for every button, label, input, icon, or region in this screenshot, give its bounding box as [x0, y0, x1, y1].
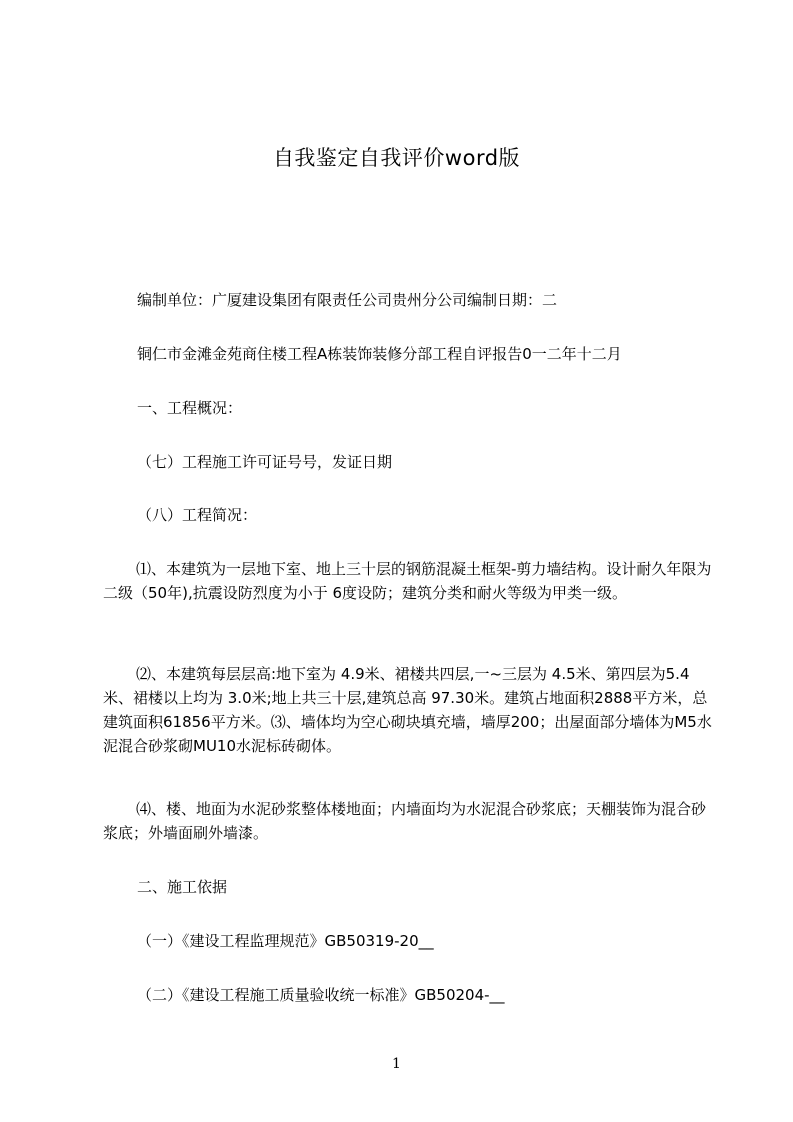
paragraph-structure: ⑴、本建筑为一层地下室、地上三十层的钢筋混凝土框架-剪力墙结构。设计耐久年限为二级（50年),抗震设防烈度为小于 6度设防；建筑分类和耐火等级为甲类一级。: [103, 560, 712, 602]
project-line: 铜仁市金滩金苑商住楼工程A栋装饰装修分部工程自评报告0一二年十二月: [137, 345, 622, 363]
section-heading-overview: 一、工程概况：: [137, 399, 243, 417]
basis-item-1: （一）《建设工程监理规范》GB50319-20__: [137, 932, 434, 950]
page-number: 1: [392, 1056, 401, 1072]
project-brief-heading: （八）工程简况：: [137, 506, 258, 524]
document-title: 自我鉴定自我评价word版: [272, 146, 521, 170]
basis-item-2: （二）《建设工程施工质量验收统一标准》GB50204-__: [137, 986, 505, 1004]
compiler-line: 编制单位：广厦建设集团有限责任公司贵州分公司编制日期：二: [137, 291, 558, 309]
paragraph-finishes: ⑷、楼、地面为水泥砂浆整体楼地面；内墙面均为水泥混合砂浆底；天棚装饰为混合砂浆底；外墙面刷外墙漆。: [103, 800, 707, 842]
permit-line: （七）工程施工许可证号号，发证日期: [137, 453, 393, 471]
paragraph-floor-heights: ⑵、本建筑每层层高:地下室为 4.9米、裙楼共四层,一~三层为 4.5米、第四层为5.4米、裙楼以上均为 3.0米;地上共三十层,建筑总高 97.30米。建筑占地面积2888平方米，总建筑面积61856平方米。⑶、墙体均为空心砌块填充墙，墙厚200；出屋面部分墙体为M5水泥混合砂浆砌MU10水泥标砖砌体。: [103, 665, 712, 755]
section-heading-basis: 二、施工依据: [137, 878, 228, 896]
